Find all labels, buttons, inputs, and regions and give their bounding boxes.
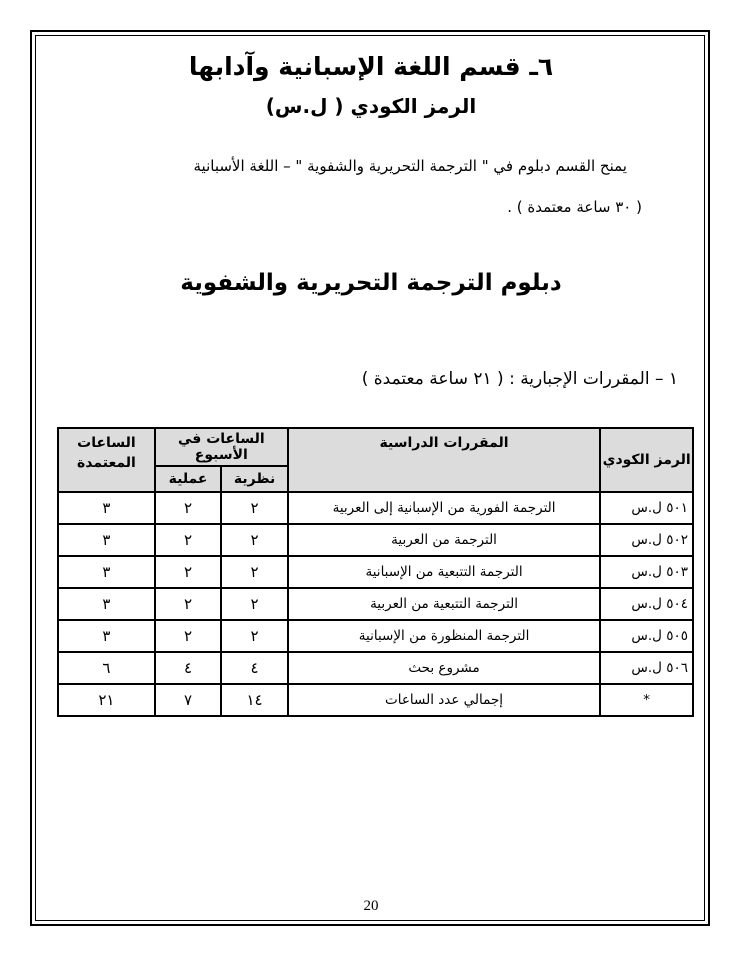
- practical-hours: ٢: [155, 556, 222, 588]
- table-row: [58, 620, 693, 652]
- course-name: مشروع بحث: [288, 652, 600, 684]
- theory-hours: ٢: [221, 620, 288, 652]
- practical-hours: ٢: [155, 588, 222, 620]
- course-name: الترجمة الفورية من الإسبانية إلى العربية: [288, 492, 600, 524]
- credit-hours: ٣: [58, 556, 155, 588]
- header-practical: عملية: [155, 466, 222, 492]
- header-weekly-hours: الساعات في الأسبوع: [155, 428, 288, 466]
- practical-hours: ٢: [155, 620, 222, 652]
- course-name: الترجمة من العربية: [288, 524, 600, 556]
- course-code: ٥٠١ ل.س: [600, 492, 693, 524]
- header-credit-hours: الساعات المعتمدة: [58, 428, 155, 492]
- intro-text-line2: ( ٣٠ ساعة معتمدة ) .: [507, 198, 642, 216]
- header-course: المقررات الدراسية: [288, 428, 600, 492]
- practical-hours: ٧: [155, 684, 222, 716]
- theory-hours: ٢: [221, 556, 288, 588]
- header-code: الرمز الكودي: [600, 428, 693, 492]
- course-name: الترجمة المنظورة من الإسبانية: [288, 620, 600, 652]
- credit-hours: ٦: [58, 652, 155, 684]
- page-number: 20: [363, 898, 379, 914]
- credit-hours: ٣: [58, 524, 155, 556]
- department-title: ٦ـ قسم اللغة الإسبانية وآدابها: [188, 52, 554, 81]
- theory-hours: ٢: [221, 588, 288, 620]
- practical-hours: ٢: [155, 524, 222, 556]
- table-row: [58, 524, 693, 556]
- table-row: [58, 492, 693, 524]
- intro-text-line1: يمنح القسم دبلوم في " الترجمة التحريرية والشفوية " – اللغة الأسبانية: [193, 157, 627, 175]
- course-code: ٥٠٤ ل.س: [600, 588, 693, 620]
- table-row-total: [58, 684, 693, 716]
- theory-hours: ٢: [221, 524, 288, 556]
- course-code: ٥٠٥ ل.س: [600, 620, 693, 652]
- table-row: [58, 588, 693, 620]
- header-theory: نظرية: [221, 466, 288, 492]
- course-name: الترجمة التتبعية من العربية: [288, 588, 600, 620]
- theory-hours: ١٤: [221, 684, 288, 716]
- courses-table: [57, 427, 694, 717]
- credit-hours: ٣: [58, 620, 155, 652]
- credit-hours: ٢١: [58, 684, 155, 716]
- department-code: الرمز الكودي ( ل.س): [265, 94, 477, 118]
- diploma-title: دبلوم الترجمة التحريرية والشفوية: [180, 270, 562, 296]
- table-row: [58, 652, 693, 684]
- credit-hours: ٣: [58, 492, 155, 524]
- practical-hours: ٤: [155, 652, 222, 684]
- course-name: الترجمة التتبعية من الإسبانية: [288, 556, 600, 588]
- course-code: *: [600, 684, 693, 716]
- course-name: إجمالي عدد الساعات: [288, 684, 600, 716]
- practical-hours: ٢: [155, 492, 222, 524]
- credit-hours: ٣: [58, 588, 155, 620]
- course-code: ٥٠٦ ل.س: [600, 652, 693, 684]
- section-heading: ١ – المقررات الإجبارية : ( ٢١ ساعة معتمدة ): [361, 369, 678, 389]
- theory-hours: ٤: [221, 652, 288, 684]
- theory-hours: ٢: [221, 492, 288, 524]
- course-code: ٥٠٢ ل.س: [600, 524, 693, 556]
- course-code: ٥٠٣ ل.س: [600, 556, 693, 588]
- table-row: [58, 556, 693, 588]
